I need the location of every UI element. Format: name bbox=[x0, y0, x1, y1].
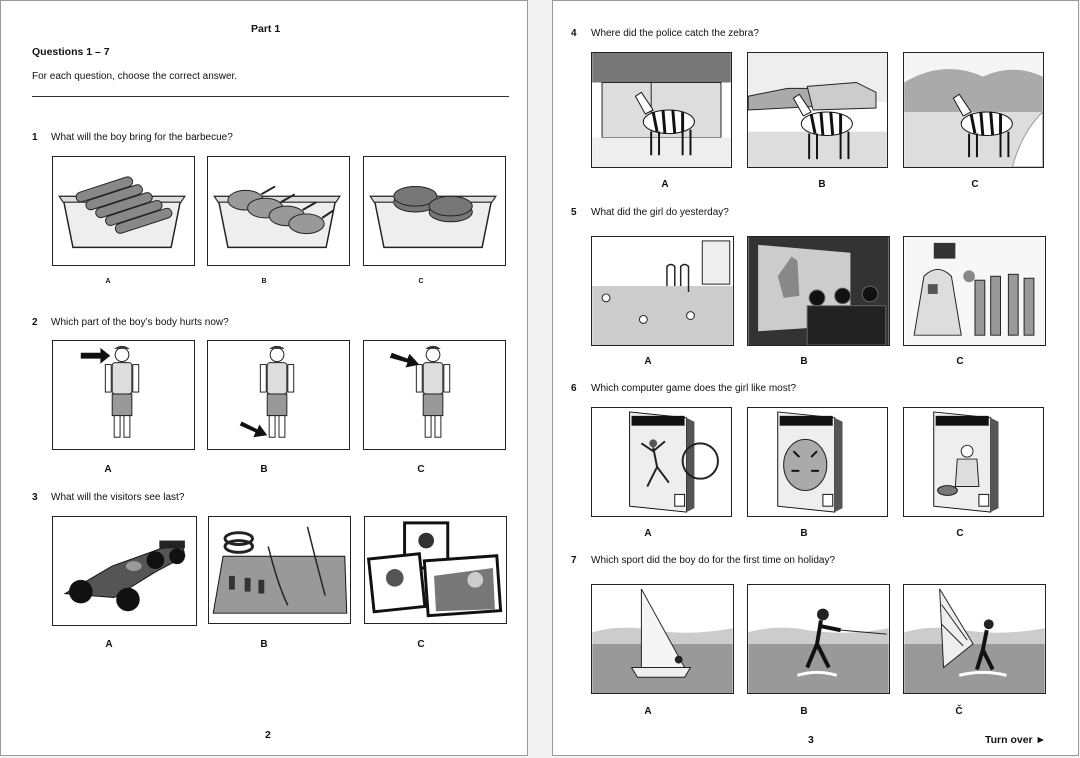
option-label: C bbox=[417, 639, 425, 650]
cinema-icon bbox=[748, 237, 889, 345]
option-picture-swimming-pool[interactable] bbox=[591, 236, 734, 346]
option-picture-cinema[interactable] bbox=[747, 236, 890, 346]
option-label: B bbox=[800, 356, 808, 367]
option-picture-tiger-game[interactable] bbox=[747, 407, 888, 517]
question-number: 3 bbox=[32, 492, 38, 503]
arrow-icon bbox=[81, 348, 110, 364]
question-number: 4 bbox=[571, 28, 577, 39]
option-label: A bbox=[644, 528, 652, 539]
option-picture-cooking-game[interactable] bbox=[903, 407, 1044, 517]
questions-heading: Questions 1 – 7 bbox=[32, 46, 110, 58]
option-picture-space-museum[interactable] bbox=[903, 236, 1046, 346]
option-label: B bbox=[260, 464, 268, 475]
zebra-shop-icon bbox=[592, 53, 731, 167]
part-title: Part 1 bbox=[251, 23, 281, 35]
option-picture-boy-foot[interactable] bbox=[207, 340, 350, 450]
game-box-icon bbox=[592, 408, 731, 516]
boy-figure-icon bbox=[208, 341, 349, 449]
option-label: A bbox=[105, 278, 111, 285]
waterskiing-icon bbox=[748, 585, 889, 693]
question-number: 6 bbox=[571, 383, 577, 394]
question-number: 2 bbox=[32, 317, 38, 328]
option-label: A bbox=[644, 706, 652, 717]
game-box-icon bbox=[904, 408, 1043, 516]
option-label: C bbox=[956, 528, 964, 539]
space-museum-icon bbox=[904, 237, 1045, 345]
question-text: What did the girl do yesterday? bbox=[591, 207, 729, 218]
instruction-text: For each question, choose the correct answer. bbox=[32, 71, 238, 82]
question-number: 5 bbox=[571, 207, 577, 218]
page-number: 2 bbox=[265, 729, 271, 741]
option-picture-zebra-country[interactable] bbox=[903, 52, 1044, 168]
option-picture-zebra-shop[interactable] bbox=[591, 52, 732, 168]
boy-figure-icon bbox=[53, 341, 194, 449]
game-box-icon bbox=[748, 408, 887, 516]
zebra-street-icon bbox=[748, 53, 887, 167]
option-picture-racing-car[interactable] bbox=[52, 516, 197, 626]
option-picture-waterskiing[interactable] bbox=[747, 584, 890, 694]
option-label: C bbox=[971, 179, 979, 190]
option-label: A bbox=[105, 639, 113, 650]
chicken-tray-icon bbox=[208, 157, 349, 265]
option-label: B bbox=[800, 528, 808, 539]
option-picture-boy-head[interactable] bbox=[52, 340, 195, 450]
option-label: B bbox=[800, 706, 808, 717]
option-label: A bbox=[661, 179, 669, 190]
option-picture-photos[interactable] bbox=[364, 516, 507, 624]
question-text: Which computer game does the girl like most? bbox=[591, 383, 797, 394]
exam-page-right bbox=[552, 0, 1079, 756]
boy-figure-icon bbox=[364, 341, 505, 449]
zebra-countryside-icon bbox=[904, 53, 1043, 167]
option-picture-sailing[interactable] bbox=[591, 584, 734, 694]
option-label: A bbox=[644, 356, 652, 367]
page-number: 3 bbox=[808, 734, 814, 746]
option-picture-boy-shoulder[interactable] bbox=[363, 340, 506, 450]
jewellery-icon bbox=[209, 517, 350, 623]
question-number: 1 bbox=[32, 132, 38, 143]
option-label: C bbox=[956, 356, 964, 367]
divider-line bbox=[32, 96, 509, 97]
option-label: C bbox=[418, 278, 424, 285]
option-picture-burgers[interactable] bbox=[363, 156, 506, 266]
sausage-tray-icon bbox=[53, 157, 194, 265]
windsurfing-icon bbox=[904, 585, 1045, 693]
option-picture-sausages[interactable] bbox=[52, 156, 195, 266]
burger-tray-icon bbox=[364, 157, 505, 265]
photo-frames-icon bbox=[365, 517, 506, 623]
sailing-icon bbox=[592, 585, 733, 693]
arrow-icon bbox=[390, 353, 419, 368]
turn-over-label: Turn over ► bbox=[985, 734, 1046, 746]
question-text: What will the visitors see last? bbox=[51, 492, 185, 503]
arrow-icon bbox=[240, 422, 267, 438]
option-picture-chicken-legs[interactable] bbox=[207, 156, 350, 266]
question-text: What will the boy bring for the barbecue? bbox=[51, 132, 233, 143]
option-label: B bbox=[261, 278, 267, 285]
option-picture-ballet-game[interactable] bbox=[591, 407, 732, 517]
exam-page-left bbox=[0, 0, 528, 756]
option-label: A bbox=[104, 464, 112, 475]
option-label: B bbox=[818, 179, 826, 190]
option-label: B bbox=[260, 639, 268, 650]
option-label: C bbox=[417, 464, 425, 475]
option-picture-zebra-street[interactable] bbox=[747, 52, 888, 168]
option-picture-windsurfing[interactable] bbox=[903, 584, 1046, 694]
option-label: Č bbox=[955, 706, 963, 717]
question-text: Which sport did the boy do for the first time on holiday? bbox=[591, 555, 836, 566]
question-text: Where did the police catch the zebra? bbox=[591, 28, 759, 39]
racing-car-icon bbox=[53, 517, 196, 625]
question-number: 7 bbox=[571, 555, 577, 566]
swimming-pool-icon bbox=[592, 237, 733, 345]
question-text: Which part of the boy’s body hurts now? bbox=[51, 317, 229, 328]
option-picture-jewellery[interactable] bbox=[208, 516, 351, 624]
